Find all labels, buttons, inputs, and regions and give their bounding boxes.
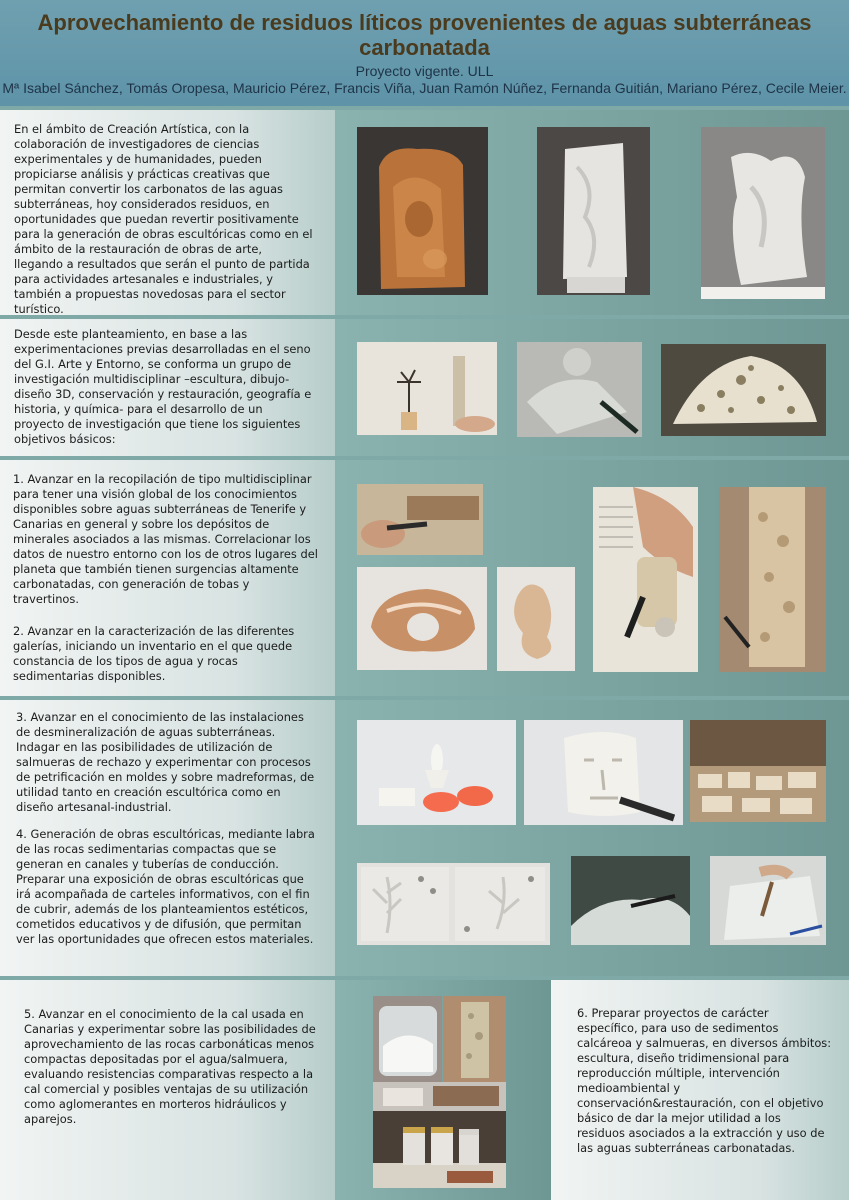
objective-4-text: 4. Generación de obras escultóricas, mediante labra de las rocas sedimentarias compactas que se generan en canales y tuberías de conducción. Preparar una exposición de obras escultóricas que irá acompañada de carteles informativos, con el fin de cubrir, además de los planteamientos estéticos, cometidos educativos y de difusión, que permitan ver las oportunidades que ofrecen estos materiales. <box>16 827 315 946</box>
carving-tools-photo <box>357 342 497 435</box>
intro-panel <box>0 110 335 315</box>
molds-and-casts-photo <box>357 720 516 825</box>
material-sample-strip-photo <box>373 1082 506 1111</box>
approach-text: Desde este planteamiento, en base a las experimentaciones previas desarrolladas en el seno del G.I. Arte y Entorno, se conforma un grupo de investigación multidisciplinar –escultura, dibujo-diseño 3D, conservación y restauración, geografía e historia, y química- para el desarrollo de un proyecto de investigación que tiene los siguientes objetivos básicos: <box>14 327 312 446</box>
white-column-sculpture-photo <box>537 127 650 295</box>
approach-panel <box>0 319 335 456</box>
objective-6-panel <box>551 980 849 1200</box>
stone-block-carving-photo <box>517 342 642 437</box>
sample-jars-photo <box>373 1111 506 1188</box>
objective-1-text: 1. Avanzar en la recopilación de tipo multidisciplinar para tener una visión global de los conocimientos disponibles sobre aguas subterráneas de Tenerife y Canarias en general y sobre los depósitos de minerales asociados a las mismas. Correlacionar los datos de nuestro entorno con los de otros lugares del planeta que también tienen surgencias altamente carbonatadas, con generación de tobas y travertinos. <box>13 472 318 606</box>
authors-list: Mª Isabel Sánchez, Tomás Oropesa, Mauricio Pérez, Francis Viña, Juan Ramón Núñez, Fernanda Guitián, Mariano Pérez, Cecile Meier. <box>2 80 847 96</box>
objective-3-text: 3. Avanzar en el conocimiento de las instalaciones de desmineralización de aguas subterráneas. Indagar en las posibilidades de utilización de salmueras de rechazo y experimentar con procesos de petrificación en moldes y sobre madreformas, de utilidad tanto en creación escultórica como en diseño artesanal-industrial. <box>16 710 315 814</box>
lime-crust-sample-photo <box>443 996 506 1082</box>
white-torso-sculpture-photo <box>701 127 825 299</box>
objective-5-panel <box>0 980 335 1200</box>
carved-travertine-ring-photo <box>357 567 487 670</box>
project-status: Proyecto vigente. ULL <box>355 63 494 79</box>
objectives-3-4-panel <box>0 700 335 976</box>
carved-stone-fragment-photo <box>497 567 575 671</box>
objective-5-text: 5. Avanzar en el conocimiento de la cal usada en Canarias y experimentar sobre las posibilidades de aprovechamiento de las rocas carbonáticas menos compactas depositadas por el agua/salmuera, evaluando resistencias comparativas respecto a la cal comercial y posibles ventajas de su utilización como aglomerantes en morteros hidráulicos y aparejos. <box>24 1007 316 1126</box>
objective-2-text: 2. Avanzar en la caracterización de las diferentes galerías, iniciando un inventario en el que quede constancia de los tipos de agua y rocas sedimentarias disponibles. <box>13 624 295 683</box>
rock-surface-carving-photo <box>571 856 690 945</box>
poster-header <box>0 0 849 106</box>
intro-text: En el ámbito de Creación Artística, con la colaboración de investigadores de ciencias experimentales y de humanidades, pueden propiciarse análisis y prácticas creativas que permitan convertir los carbonatos de las aguas subterráneas, hoy considerados residuos, en oportunidades que puedan revertir positivamente para la generación de obras escultóricas como en el ámbito de la restauración de obras de arte, llegando a resultados que serán el punto de partida para actividades artesanales e industriales, y también a propuestas novedosas para el sector turístico. <box>14 122 313 316</box>
gouge-carving-photo <box>710 856 826 945</box>
lime-powder-jar-photo <box>373 996 442 1082</box>
objective-6-text: 6. Preparar proyectos de carácter específico, para uso de sedimentos calcáreoa y salmueras, en diversos ámbitos: escultura, diseño tridimensional para reproducción múltiple, intervención medioambiental y conservación&restauración, con el objetivo básico de dar la mejor utilidad a los residuos asociados a la extracción y uso de las aguas subterráneas carbonatadas. <box>577 1006 832 1155</box>
porous-stone-sculpture-photo <box>661 344 826 436</box>
stalactite-column-photo <box>719 487 826 672</box>
drill-carving-photo <box>357 484 483 555</box>
objectives-1-2-panel <box>0 460 335 696</box>
face-mold-drilling-photo <box>524 720 683 825</box>
hand-tool-carving-photo <box>593 487 698 672</box>
workshop-table-photo <box>690 720 826 822</box>
amber-sculpture-photo <box>357 127 488 295</box>
leaf-relief-molds-photo <box>357 863 550 945</box>
poster-title: Aprovechamiento de residuos líticos provenientes de aguas subterráneas carbonatada <box>37 10 812 60</box>
